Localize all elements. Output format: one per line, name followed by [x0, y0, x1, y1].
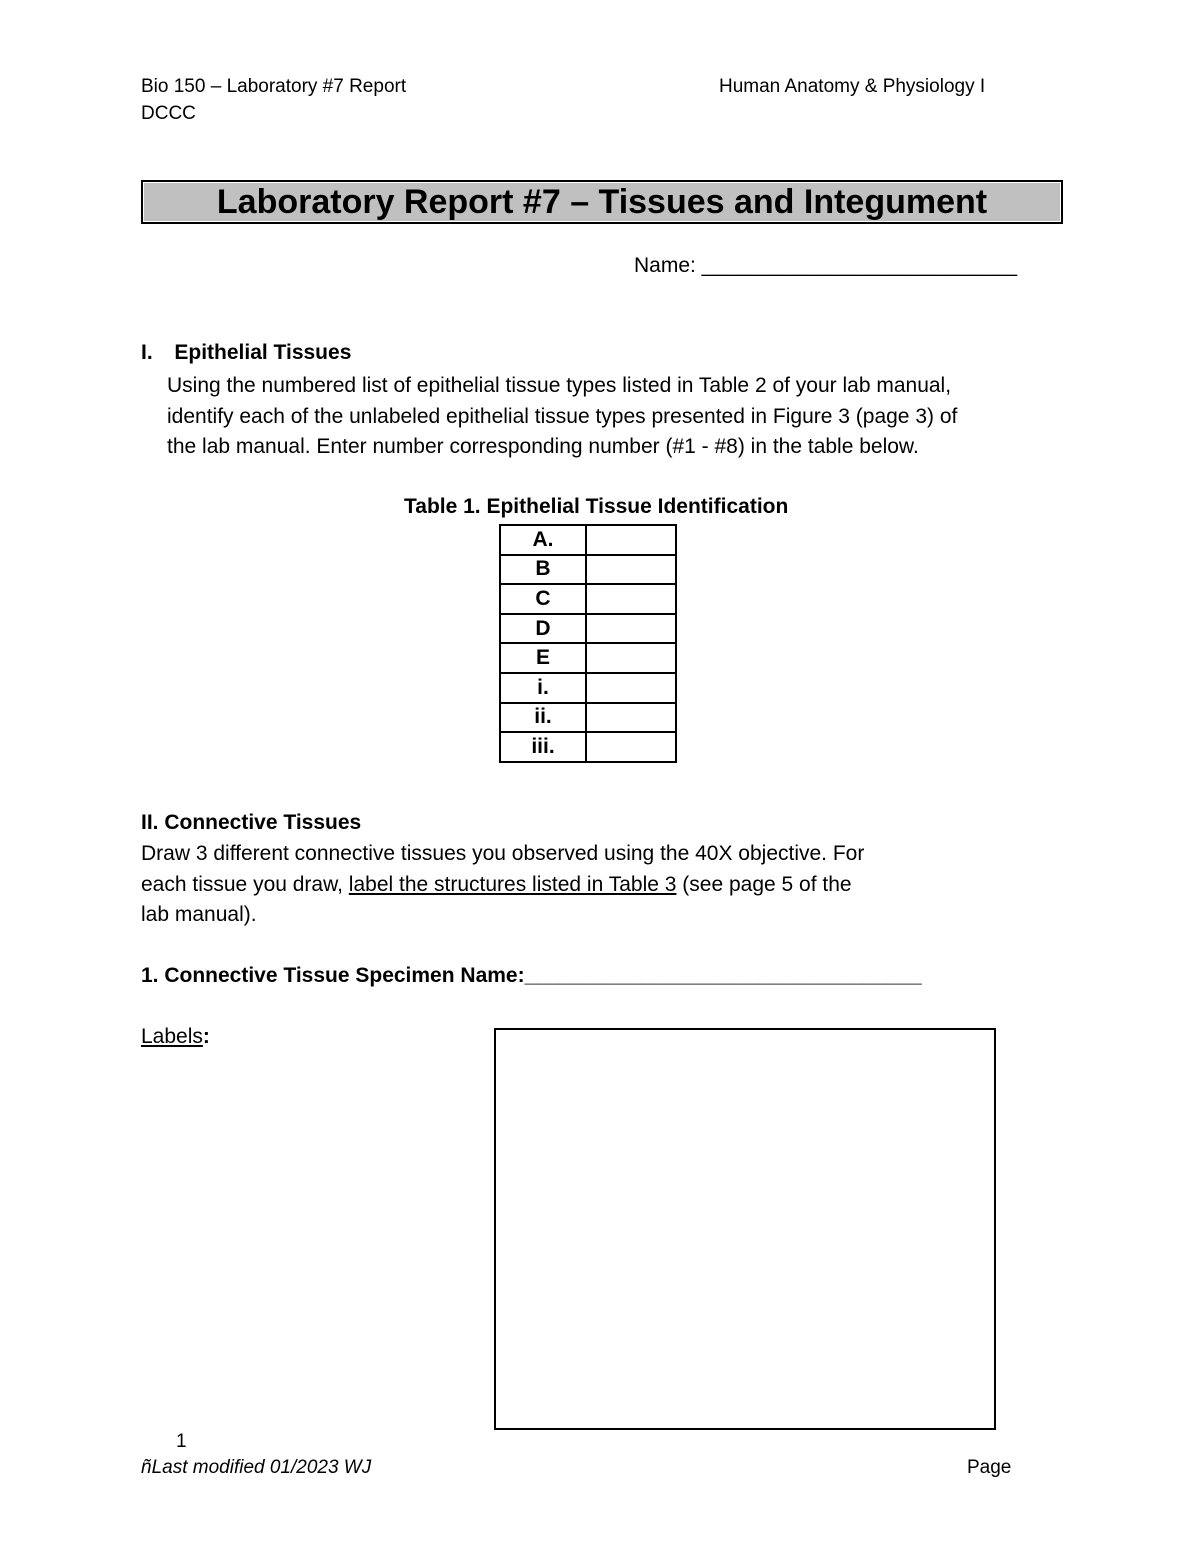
- last-modified: ñLast modified 01/2023 WJ: [141, 1457, 372, 1478]
- row-label: E: [500, 643, 586, 673]
- header-course-title: Human Anatomy & Physiology I: [719, 76, 986, 97]
- table-row: [500, 732, 676, 762]
- answer-cell[interactable]: [586, 703, 676, 733]
- specimen-name-field[interactable]: 1. Connective Tissue Specimen Name:__________________________________: [141, 964, 922, 987]
- underlined-instruction: label the structures listed in Table 3: [348, 872, 677, 896]
- row-label: B: [500, 555, 586, 585]
- epithelial-id-table: [499, 524, 677, 763]
- answer-cell[interactable]: [586, 525, 676, 555]
- table-caption: Table 1. Epithelial Tissue Identification: [404, 495, 789, 518]
- table-row: [500, 643, 676, 673]
- instruction-line: Using the numbered list of epithelial tissue types listed in Table 2 of your lab manual,: [167, 374, 952, 397]
- instruction-line: [141, 870, 1041, 901]
- labels-colon: :: [202, 1025, 210, 1048]
- instruction-line: Draw 3 different connective tissues you observed using the 40X objective. For: [141, 842, 865, 865]
- labels-heading: [141, 1025, 210, 1049]
- answer-cell[interactable]: [586, 732, 676, 762]
- row-label: i.: [500, 673, 586, 703]
- answer-cell[interactable]: [586, 614, 676, 644]
- row-label: iii.: [500, 732, 586, 762]
- row-label: A.: [500, 525, 586, 555]
- page-number: 1: [176, 1431, 187, 1452]
- answer-cell[interactable]: [586, 584, 676, 614]
- instruction-text: (see page 5 of the: [676, 872, 852, 896]
- table-row: [500, 584, 676, 614]
- page-label: Page: [967, 1457, 1012, 1478]
- drawing-box[interactable]: [494, 1028, 996, 1430]
- header-course: Bio 150 – Laboratory #7 Report: [141, 76, 407, 97]
- row-label: D: [500, 614, 586, 644]
- row-label: C: [500, 584, 586, 614]
- section1-number: I.: [141, 341, 153, 364]
- section1-heading: [141, 341, 351, 365]
- section2-instructions: [141, 839, 1041, 931]
- answer-cell[interactable]: [586, 555, 676, 585]
- header-college: DCCC: [141, 103, 196, 124]
- labels-word: Labels: [141, 1025, 203, 1048]
- row-label: ii.: [500, 703, 586, 733]
- section1-title: Epithelial Tissues: [174, 341, 352, 364]
- section2-heading: II. Connective Tissues: [141, 811, 362, 834]
- title-banner: [141, 180, 1063, 224]
- table-row: [500, 673, 676, 703]
- table-row: [500, 703, 676, 733]
- answer-cell[interactable]: [586, 643, 676, 673]
- answer-cell[interactable]: [586, 673, 676, 703]
- instruction-text: each tissue you draw,: [141, 872, 349, 896]
- section1-instructions: [167, 371, 1087, 463]
- instruction-line: identify each of the unlabeled epithelial tissue types presented in Figure 3 (page 3) of: [167, 404, 958, 428]
- table-row: [500, 555, 676, 585]
- table-row: [500, 525, 676, 555]
- instruction-line: the lab manual. Enter number corresponding number (#1 - #8) in the table below.: [167, 435, 919, 458]
- instruction-line: lab manual).: [141, 903, 257, 926]
- table-row: [500, 614, 676, 644]
- name-field[interactable]: Name: ___________________________: [634, 254, 1018, 277]
- page-title: Laboratory Report #7 – Tissues and Integument: [216, 182, 988, 221]
